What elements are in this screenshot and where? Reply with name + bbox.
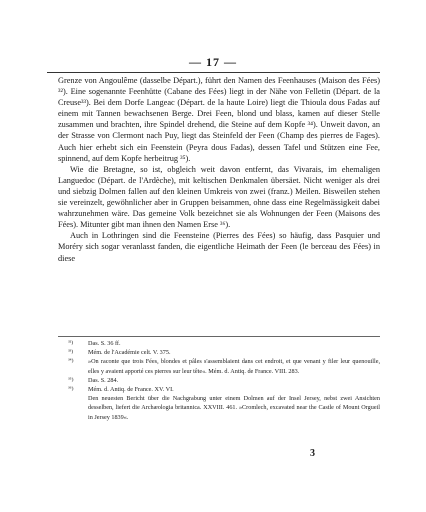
footnote [58, 357, 380, 375]
footnote-text: Den neuesten Bericht über die Nachgrabung unter einem Dolmen auf der Insel Jersey, nebst zwei Ansichten desselben, liefert die Archæologia britannica. XXVIII. 461. »Cromlech, excavated near the Castle of Mount Orgueil in Jersey 1839«. [88, 395, 380, 421]
footnote [58, 376, 380, 385]
paragraph: Grenze von Angoulême (dasselbe Départ.), führt den Namen des Feenhauses (Maison des Fées) ³²). Eine sogenannte Feenhütte (Cabane des Fées) liegt in der Nähe von Felletin (Départ. de la Creuse³³). Bei dem Dorfe Langeac (Départ. de la haute Loire) liegt die Thioula dous Fadas auf einem mit Tannen bewachsenen Berge. Drei Feen, blond und blass, kamen auf dieser Stelle zusammen und brachten, ihre Spindel drehend, die Steine auf dem Kopfe ³⁴). Unweit davon, an der Strasse von Clermont nach Puy, liegt das Steinfeld der Feen (Champ des pierres de Fages). Auch hier erhebt sich ein Feenstein (Peyra dous Fadas), dessen Tafel und Stützen eine Fee, spinnend, auf dem Kopfe herbeitrug ³⁵). [58, 76, 380, 163]
footnote-rule [58, 336, 380, 337]
footnote-text: Das. S. 284. [88, 376, 119, 384]
footnotes [58, 339, 380, 422]
footnote-number: ³⁵) [68, 376, 74, 383]
footnote-number: ³³) [68, 349, 74, 356]
footnote [58, 339, 380, 348]
signature-mark: 3 [310, 448, 315, 459]
footnote [58, 385, 380, 394]
footnote-number: ³²) [68, 340, 74, 346]
page-number-header: — 17 — [189, 55, 237, 69]
paragraph: Auch in Lothringen sind die Feensteine (Pierres des Fées) so häufig, dass Pasquier und Moréry sich sogar veranlasst fanden, die eigentliche Heimath der Feen (le berceau des Fées) in diese [58, 231, 380, 263]
footnote-number [58, 394, 88, 422]
body-text [58, 75, 380, 264]
header-rule [47, 72, 380, 73]
paragraph: Wie die Bretagne, so ist, obgleich weit davon entfernt, das Vivarais, im ehemaligen Languedoc (Départ. de l'Ardèche), mit keltischen Denkmalen übersäet. Nicht weniger als drei und siebzig Dolmen fallen auf den kleinen Umkreis von zwei (franz.) Meilen. Bisweilen stehen sie vereinzelt, gewöhnlicher aber in Gruppen beisammen, ohne dass eine Regelmässigkeit dabei wahrzunehmen wäre. Das gemeine Volk bezeichnet sie als Wohnungen der Feen (Maisons des Fées). Mitunter gibt man ihnen den Namen Erse ³⁶). [58, 164, 380, 230]
footnote-text: Mém. d. Antiq. de France. XV. VI. [88, 386, 174, 394]
footnote [58, 348, 380, 357]
footnote-text: Das. S. 36 ff. [88, 340, 121, 347]
footnote [58, 394, 380, 422]
footnote-text: »On raconte que trois Fées, blondes et pâles s'assemblaient dans cet endroit, et que venant y filer leur quenouille, elles y avaient apporté ces pierres sur leur tête«. Mém. d. Antiq. de France. VIII. 283. [88, 358, 380, 375]
footnote-number: ³⁴) [68, 358, 74, 365]
footnote-number: ³⁶) [68, 386, 74, 393]
footnote-text: Mém. de l'Académie celt. V. 375. [88, 349, 171, 357]
